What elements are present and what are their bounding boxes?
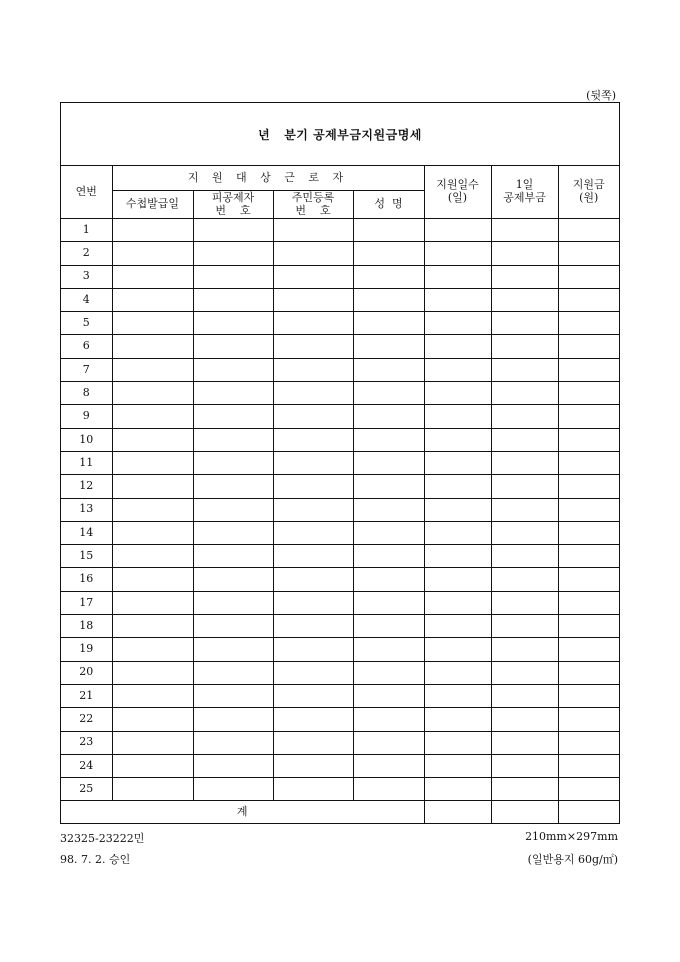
table-row <box>61 545 619 568</box>
name-cell[interactable] <box>353 754 424 777</box>
resident-number-cell[interactable] <box>273 312 353 335</box>
insured-number-cell[interactable] <box>193 708 273 731</box>
row-number: 9 <box>61 405 112 428</box>
header-support-days <box>424 166 491 219</box>
support-days-cell[interactable] <box>424 219 491 242</box>
support-days-cell[interactable] <box>424 498 491 521</box>
resident-number-cell[interactable] <box>273 475 353 498</box>
support-days-cell[interactable] <box>424 451 491 474</box>
daily-contribution-cell[interactable] <box>491 312 558 335</box>
header-insured-number <box>193 191 273 219</box>
table-row <box>61 615 619 638</box>
header-insured-line1: 피공제자 <box>211 190 255 204</box>
table-row <box>61 778 619 801</box>
name-cell[interactable] <box>353 475 424 498</box>
name-cell[interactable] <box>353 451 424 474</box>
resident-number-cell[interactable] <box>273 778 353 801</box>
table-row <box>61 708 619 731</box>
title-name: 공제부금지원금명세 <box>313 127 422 142</box>
resident-number-cell[interactable] <box>273 638 353 661</box>
name-cell[interactable] <box>353 615 424 638</box>
daily-contribution-cell[interactable] <box>491 615 558 638</box>
row-number: 21 <box>61 684 112 707</box>
insured-number-cell[interactable] <box>193 405 273 428</box>
daily-contribution-cell[interactable] <box>491 545 558 568</box>
name-cell[interactable] <box>353 778 424 801</box>
passbook-date-cell[interactable] <box>112 265 193 288</box>
passbook-date-cell[interactable] <box>112 288 193 311</box>
daily-contribution-cell[interactable] <box>491 451 558 474</box>
passbook-date-cell[interactable] <box>112 242 193 265</box>
support-days-cell[interactable] <box>424 778 491 801</box>
insured-number-cell[interactable] <box>193 242 273 265</box>
support-amount-cell[interactable] <box>558 778 619 801</box>
title-area <box>61 103 619 166</box>
passbook-date-cell[interactable] <box>112 778 193 801</box>
support-days-cell[interactable] <box>424 684 491 707</box>
header-resident-line1: 주민등록 <box>291 190 335 204</box>
row-number: 2 <box>61 242 112 265</box>
header-daily-contribution <box>491 166 558 219</box>
daily-contribution-cell[interactable] <box>491 568 558 591</box>
support-amount-cell[interactable] <box>558 288 619 311</box>
insured-number-cell[interactable] <box>193 545 273 568</box>
name-cell[interactable] <box>353 521 424 544</box>
support-amount-cell[interactable] <box>558 335 619 358</box>
row-number: 25 <box>61 778 112 801</box>
resident-number-cell[interactable] <box>273 684 353 707</box>
table-row <box>61 521 619 544</box>
support-days-cell[interactable] <box>424 475 491 498</box>
resident-number-cell[interactable] <box>273 708 353 731</box>
resident-number-cell[interactable] <box>273 615 353 638</box>
support-days-cell[interactable] <box>424 591 491 614</box>
table-row <box>61 568 619 591</box>
passbook-date-cell[interactable] <box>112 638 193 661</box>
row-number: 17 <box>61 591 112 614</box>
daily-contribution-cell[interactable] <box>491 335 558 358</box>
support-amount-cell[interactable] <box>558 661 619 684</box>
name-cell[interactable] <box>353 684 424 707</box>
header-support-days-line1: 지원일수 <box>436 178 479 192</box>
support-days-cell[interactable] <box>424 731 491 754</box>
resident-number-cell[interactable] <box>273 451 353 474</box>
support-days-cell[interactable] <box>424 358 491 381</box>
total-amount-cell[interactable] <box>558 801 619 824</box>
table-row <box>61 591 619 614</box>
header-serial: 연번 <box>61 166 112 219</box>
daily-contribution-cell[interactable] <box>491 521 558 544</box>
support-days-cell[interactable] <box>424 568 491 591</box>
name-cell[interactable] <box>353 428 424 451</box>
insured-number-cell[interactable] <box>193 638 273 661</box>
name-cell[interactable] <box>353 405 424 428</box>
header-target-workers: 지 원 대 상 근 로 자 <box>112 166 424 191</box>
daily-contribution-cell[interactable] <box>491 684 558 707</box>
resident-number-cell[interactable] <box>273 288 353 311</box>
passbook-date-cell[interactable] <box>112 358 193 381</box>
insured-number-cell[interactable] <box>193 265 273 288</box>
header-daily-line1: 1일 <box>515 178 534 192</box>
support-amount-cell[interactable] <box>558 568 619 591</box>
name-cell[interactable] <box>353 312 424 335</box>
insured-number-cell[interactable] <box>193 661 273 684</box>
passbook-date-cell[interactable] <box>112 521 193 544</box>
row-number: 5 <box>61 312 112 335</box>
title-quarter: 분기 <box>284 127 309 142</box>
daily-contribution-cell[interactable] <box>491 382 558 405</box>
daily-contribution-cell[interactable] <box>491 708 558 731</box>
support-days-cell[interactable] <box>424 521 491 544</box>
daily-contribution-cell[interactable] <box>491 358 558 381</box>
support-days-cell[interactable] <box>424 638 491 661</box>
passbook-date-cell[interactable] <box>112 591 193 614</box>
resident-number-cell[interactable] <box>273 591 353 614</box>
passbook-date-cell[interactable] <box>112 405 193 428</box>
table-row <box>61 754 619 777</box>
row-number: 23 <box>61 731 112 754</box>
support-amount-cell[interactable] <box>558 265 619 288</box>
name-cell[interactable] <box>353 708 424 731</box>
table-row <box>61 405 619 428</box>
resident-number-cell[interactable] <box>273 242 353 265</box>
row-number: 3 <box>61 265 112 288</box>
table-row <box>61 382 619 405</box>
name-cell[interactable] <box>353 242 424 265</box>
support-amount-cell[interactable] <box>558 428 619 451</box>
row-number: 12 <box>61 475 112 498</box>
passbook-date-cell[interactable] <box>112 568 193 591</box>
header-name: 성 명 <box>353 191 424 219</box>
total-label: 계 <box>61 801 424 824</box>
support-days-cell[interactable] <box>424 405 491 428</box>
support-amount-cell[interactable] <box>558 405 619 428</box>
table-row <box>61 731 619 754</box>
row-number: 16 <box>61 568 112 591</box>
header-insured-line2: 번 호 <box>215 203 251 217</box>
resident-number-cell[interactable] <box>273 219 353 242</box>
passbook-date-cell[interactable] <box>112 708 193 731</box>
insured-number-cell[interactable] <box>193 731 273 754</box>
support-amount-cell[interactable] <box>558 545 619 568</box>
daily-contribution-cell[interactable] <box>491 754 558 777</box>
name-cell[interactable] <box>353 219 424 242</box>
insured-number-cell[interactable] <box>193 684 273 707</box>
support-amount-cell[interactable] <box>558 382 619 405</box>
insured-number-cell[interactable] <box>193 219 273 242</box>
row-number: 22 <box>61 708 112 731</box>
support-amount-cell[interactable] <box>558 708 619 731</box>
header-daily-line2: 공제부금 <box>503 191 546 204</box>
support-amount-cell[interactable] <box>558 242 619 265</box>
daily-contribution-cell[interactable] <box>491 778 558 801</box>
table-row <box>61 451 619 474</box>
support-amount-cell[interactable] <box>558 638 619 661</box>
passbook-date-cell[interactable] <box>112 731 193 754</box>
header-resident-number <box>273 191 353 219</box>
table-row <box>61 475 619 498</box>
table-row <box>61 219 619 242</box>
row-number: 24 <box>61 754 112 777</box>
row-number: 7 <box>61 358 112 381</box>
passbook-date-cell[interactable] <box>112 475 193 498</box>
daily-contribution-cell[interactable] <box>491 591 558 614</box>
table-row <box>61 358 619 381</box>
daily-contribution-cell[interactable] <box>491 288 558 311</box>
insured-number-cell[interactable] <box>193 591 273 614</box>
table-row <box>61 288 619 311</box>
support-amount-cell[interactable] <box>558 219 619 242</box>
header-resident-line2: 번 호 <box>295 203 331 217</box>
insured-number-cell[interactable] <box>193 754 273 777</box>
name-cell[interactable] <box>353 498 424 521</box>
support-days-cell[interactable] <box>424 754 491 777</box>
form-title <box>258 126 422 143</box>
header-amount-line1: 지원금 <box>572 178 605 192</box>
total-days-cell[interactable] <box>424 801 491 824</box>
support-days-cell[interactable] <box>424 661 491 684</box>
resident-number-cell[interactable] <box>273 335 353 358</box>
table-row <box>61 428 619 451</box>
resident-number-cell[interactable] <box>273 568 353 591</box>
support-days-cell[interactable] <box>424 615 491 638</box>
support-amount-cell[interactable] <box>558 521 619 544</box>
support-days-cell[interactable] <box>424 428 491 451</box>
insured-number-cell[interactable] <box>193 358 273 381</box>
resident-number-cell[interactable] <box>273 521 353 544</box>
passbook-date-cell[interactable] <box>112 684 193 707</box>
resident-number-cell[interactable] <box>273 731 353 754</box>
row-number: 13 <box>61 498 112 521</box>
insured-number-cell[interactable] <box>193 288 273 311</box>
form-number: 32325-23222민 <box>60 832 145 845</box>
name-cell[interactable] <box>353 335 424 358</box>
passbook-date-cell[interactable] <box>112 545 193 568</box>
resident-number-cell[interactable] <box>273 405 353 428</box>
name-cell[interactable] <box>353 265 424 288</box>
insured-number-cell[interactable] <box>193 778 273 801</box>
daily-contribution-cell[interactable] <box>491 475 558 498</box>
row-number: 11 <box>61 451 112 474</box>
support-amount-cell[interactable] <box>558 312 619 335</box>
resident-number-cell[interactable] <box>273 382 353 405</box>
table-row <box>61 312 619 335</box>
support-days-cell[interactable] <box>424 335 491 358</box>
daily-contribution-cell[interactable] <box>491 661 558 684</box>
resident-number-cell[interactable] <box>273 265 353 288</box>
support-amount-cell[interactable] <box>558 498 619 521</box>
passbook-date-cell[interactable] <box>112 312 193 335</box>
resident-number-cell[interactable] <box>273 661 353 684</box>
passbook-date-cell[interactable] <box>112 615 193 638</box>
insured-number-cell[interactable] <box>193 568 273 591</box>
table-row <box>61 498 619 521</box>
footer-line-1 <box>60 830 618 846</box>
insured-number-cell[interactable] <box>193 615 273 638</box>
table-row <box>61 684 619 707</box>
insured-number-cell[interactable] <box>193 335 273 358</box>
support-amount-cell[interactable] <box>558 591 619 614</box>
row-number: 4 <box>61 288 112 311</box>
name-cell[interactable] <box>353 358 424 381</box>
insured-number-cell[interactable] <box>193 382 273 405</box>
row-number: 15 <box>61 545 112 568</box>
daily-contribution-cell[interactable] <box>491 428 558 451</box>
insured-number-cell[interactable] <box>193 521 273 544</box>
row-number: 20 <box>61 661 112 684</box>
name-cell[interactable] <box>353 661 424 684</box>
support-amount-cell[interactable] <box>558 684 619 707</box>
name-cell[interactable] <box>353 545 424 568</box>
support-days-cell[interactable] <box>424 545 491 568</box>
row-number: 6 <box>61 335 112 358</box>
passbook-date-cell[interactable] <box>112 428 193 451</box>
passbook-date-cell[interactable] <box>112 382 193 405</box>
name-cell[interactable] <box>353 591 424 614</box>
passbook-date-cell[interactable] <box>112 451 193 474</box>
insured-number-cell[interactable] <box>193 475 273 498</box>
form-frame <box>60 102 620 824</box>
insured-number-cell[interactable] <box>193 428 273 451</box>
support-amount-cell[interactable] <box>558 358 619 381</box>
passbook-date-cell[interactable] <box>112 335 193 358</box>
support-days-cell[interactable] <box>424 312 491 335</box>
name-cell[interactable] <box>353 731 424 754</box>
daily-contribution-cell[interactable] <box>491 265 558 288</box>
row-number: 1 <box>61 219 112 242</box>
resident-number-cell[interactable] <box>273 358 353 381</box>
resident-number-cell[interactable] <box>273 498 353 521</box>
support-amount-cell[interactable] <box>558 615 619 638</box>
daily-contribution-cell[interactable] <box>491 731 558 754</box>
daily-contribution-cell[interactable] <box>491 498 558 521</box>
support-days-cell[interactable] <box>424 265 491 288</box>
total-daily-cell[interactable] <box>491 801 558 824</box>
row-number: 19 <box>61 638 112 661</box>
detail-table <box>61 166 619 823</box>
row-number: 18 <box>61 615 112 638</box>
title-year: 년 <box>258 127 271 142</box>
table-row <box>61 661 619 684</box>
insured-number-cell[interactable] <box>193 451 273 474</box>
table-row <box>61 335 619 358</box>
support-amount-cell[interactable] <box>558 451 619 474</box>
daily-contribution-cell[interactable] <box>491 242 558 265</box>
back-side-note: (뒷쪽) <box>586 89 616 102</box>
passbook-date-cell[interactable] <box>112 219 193 242</box>
passbook-date-cell[interactable] <box>112 498 193 521</box>
header-amount-line2: (원) <box>579 191 599 204</box>
paper-size: 210mm×297mm <box>525 830 618 843</box>
resident-number-cell[interactable] <box>273 428 353 451</box>
support-days-cell[interactable] <box>424 708 491 731</box>
footer-line-2 <box>60 851 618 867</box>
passbook-date-cell[interactable] <box>112 754 193 777</box>
header-passbook-date: 수첩발급일 <box>112 191 193 219</box>
daily-contribution-cell[interactable] <box>491 405 558 428</box>
support-amount-cell[interactable] <box>558 754 619 777</box>
header-support-amount <box>558 166 619 219</box>
row-number: 10 <box>61 428 112 451</box>
daily-contribution-cell[interactable] <box>491 638 558 661</box>
passbook-date-cell[interactable] <box>112 661 193 684</box>
row-number: 8 <box>61 382 112 405</box>
support-days-cell[interactable] <box>424 382 491 405</box>
name-cell[interactable] <box>353 638 424 661</box>
support-amount-cell[interactable] <box>558 731 619 754</box>
table-row <box>61 265 619 288</box>
support-days-cell[interactable] <box>424 288 491 311</box>
support-amount-cell[interactable] <box>558 475 619 498</box>
name-cell[interactable] <box>353 568 424 591</box>
insured-number-cell[interactable] <box>193 498 273 521</box>
header-support-days-line2: (일) <box>447 191 468 204</box>
row-number: 14 <box>61 521 112 544</box>
insured-number-cell[interactable] <box>193 312 273 335</box>
paper-type: (일반용지 60g/㎡) <box>527 853 618 866</box>
name-cell[interactable] <box>353 288 424 311</box>
table-row <box>61 242 619 265</box>
support-days-cell[interactable] <box>424 242 491 265</box>
resident-number-cell[interactable] <box>273 754 353 777</box>
resident-number-cell[interactable] <box>273 545 353 568</box>
daily-contribution-cell[interactable] <box>491 219 558 242</box>
approval-date: 98. 7. 2. 승인 <box>60 853 131 866</box>
table-row <box>61 638 619 661</box>
name-cell[interactable] <box>353 382 424 405</box>
